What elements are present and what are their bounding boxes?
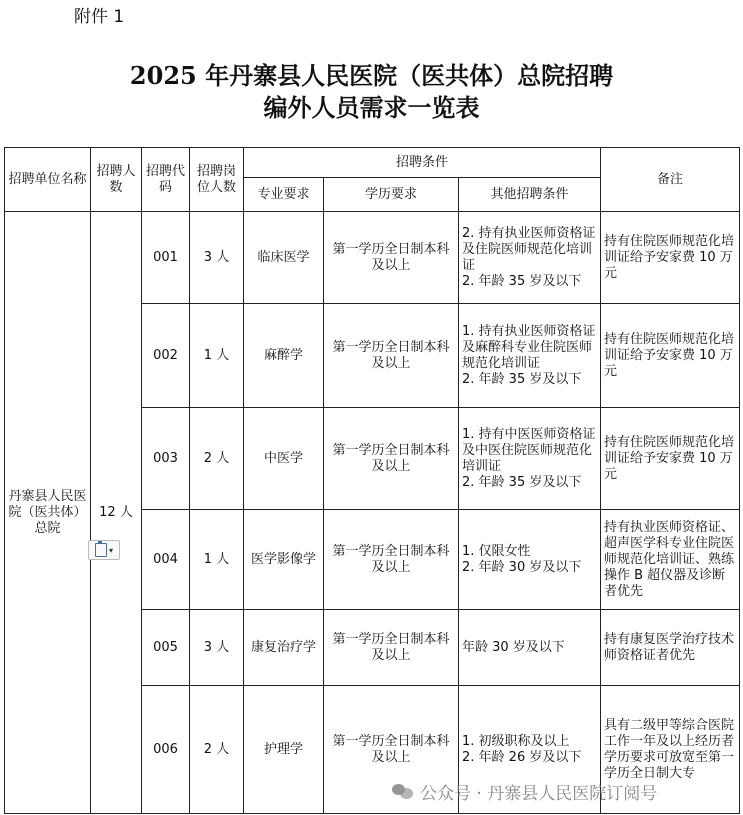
recruitment-table [4, 147, 740, 814]
num-cell: 2 人 [190, 408, 244, 510]
num-cell: 1 人 [190, 304, 244, 408]
num-cell: 3 人 [190, 212, 244, 304]
header-conditions: 招聘条件 [244, 148, 601, 178]
header-unit: 招聘单位名称 [5, 148, 91, 212]
header-post-count: 招聘岗位人数 [190, 148, 244, 212]
code-cell: 006 [142, 686, 190, 814]
code-cell: 004 [142, 510, 190, 610]
num-cell: 3 人 [190, 610, 244, 686]
code-cell: 002 [142, 304, 190, 408]
education-cell: 第一学历全日制本科及以上 [324, 304, 459, 408]
major-cell: 医学影像学 [244, 510, 324, 610]
num-cell: 1 人 [190, 510, 244, 610]
other-cell: 1. 仅限女性 2. 年龄 30 岁及以下 [459, 510, 601, 610]
header-other: 其他招聘条件 [459, 178, 601, 212]
header-major: 专业要求 [244, 178, 324, 212]
other-cell: 年龄 30 岁及以下 [459, 610, 601, 686]
code-cell: 001 [142, 212, 190, 304]
education-cell: 第一学历全日制本科及以上 [324, 510, 459, 610]
education-cell: 第一学历全日制本科及以上 [324, 610, 459, 686]
other-cell: 1. 持有执业医师资格证及麻醉科专业住院医师规范化培训证 2. 年龄 35 岁及以下 [459, 304, 601, 408]
header-code: 招聘代码 [142, 148, 190, 212]
header-count: 招聘人数 [91, 148, 142, 212]
remark-cell: 持有住院医师规范化培训证给予安家费 10 万元 [601, 212, 740, 304]
major-cell: 护理学 [244, 686, 324, 814]
remark-cell: 持有执业医师资格证、超声医学科专业住院医师规范化培训证、熟练操作 B 超仪器及诊断者优先 [601, 510, 740, 610]
major-cell: 麻醉学 [244, 304, 324, 408]
education-cell: 第一学历全日制本科及以上 [324, 212, 459, 304]
header-education: 学历要求 [324, 178, 459, 212]
code-cell: 003 [142, 408, 190, 510]
other-cell: 1. 初级职称及以上 2. 年龄 26 岁及以下 [459, 686, 601, 814]
code-cell: 005 [142, 610, 190, 686]
major-cell: 康复治疗学 [244, 610, 324, 686]
other-cell: 1. 持有中医医师资格证及中医住院医师规范化培训证 2. 年龄 35 岁及以下 [459, 408, 601, 510]
education-cell: 第一学历全日制本科及以上 [324, 408, 459, 510]
page-subtitle: 编外人员需求一览表 [263, 93, 480, 122]
watermark: 公众号 · 丹寨县人民医院订阅号 [392, 778, 657, 804]
header-remark: 备注 [601, 148, 740, 212]
major-cell: 中医学 [244, 408, 324, 510]
wechat-logo-icon [392, 782, 414, 800]
remark-cell: 持有康复医学治疗技术师资格证者优先 [601, 610, 740, 686]
unit-name-cell: 丹寨县人民医院（医共体）总院 [5, 212, 91, 814]
total-count-cell: 12 人 [91, 212, 142, 814]
paste-options-icon[interactable]: ▾ [88, 540, 120, 560]
attachment-label: 附件 1 [74, 7, 125, 27]
remark-cell: 具有二级甲等综合医院工作一年及以上经历者学历要求可放宽至第一学历全日制大专 [601, 686, 740, 814]
other-cell: 2. 持有执业医师资格证及住院医师规范化培训证 2. 年龄 35 岁及以下 [459, 212, 601, 304]
major-cell: 临床医学 [244, 212, 324, 304]
education-cell: 第一学历全日制本科及以上 [324, 686, 459, 814]
remark-cell: 持有住院医师规范化培训证给予安家费 10 万元 [601, 304, 740, 408]
num-cell: 2 人 [190, 686, 244, 814]
page-title: 2025 年丹寨县人民医院（医共体）总院招聘 [129, 61, 614, 90]
remark-cell: 持有住院医师规范化培训证给予安家费 10 万元 [601, 408, 740, 510]
table-row [5, 212, 740, 304]
